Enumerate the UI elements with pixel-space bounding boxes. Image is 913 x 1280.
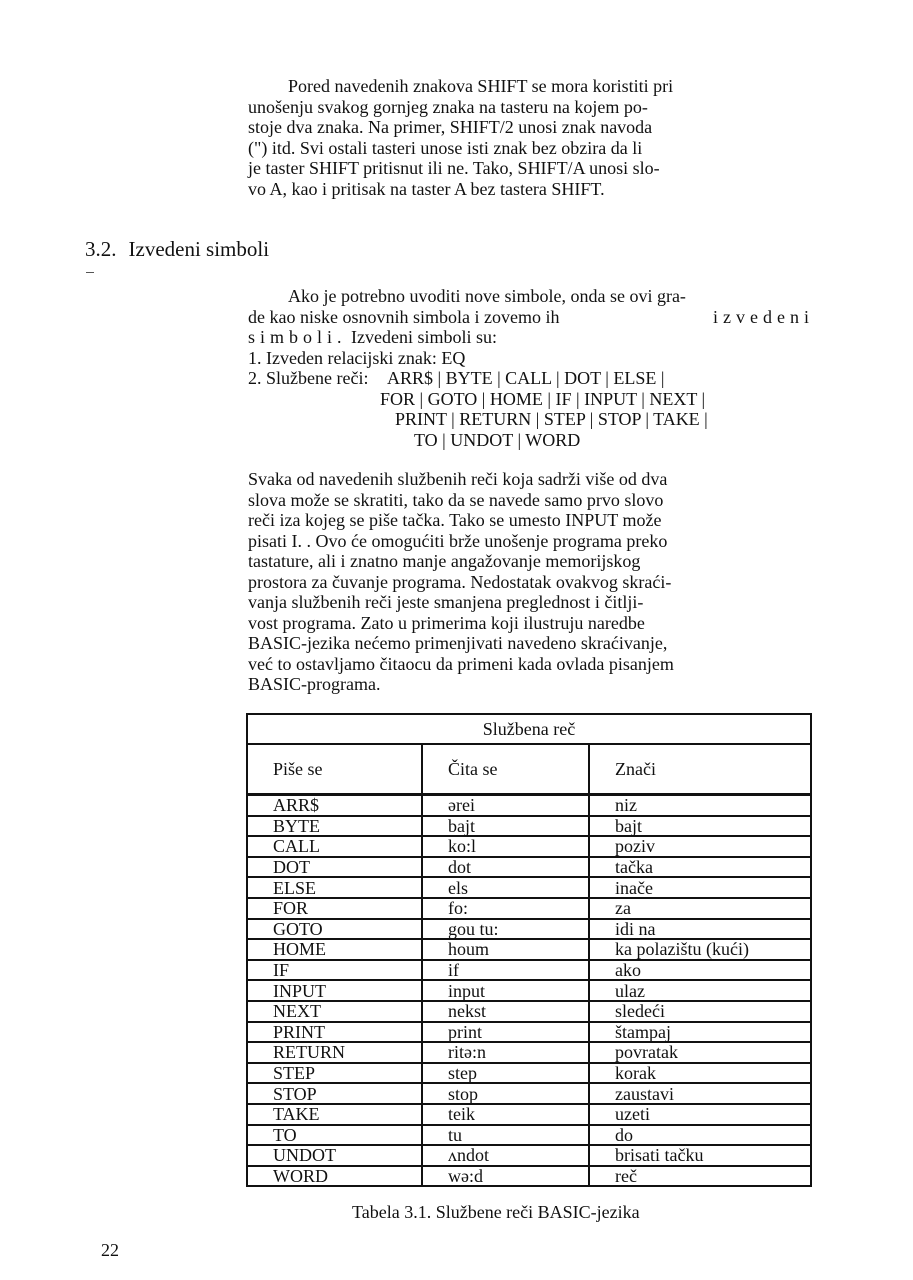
intro-line: (") itd. Svi ostali tasteri unose isti znak bez obzira da li xyxy=(248,137,643,158)
table-row xyxy=(247,857,811,878)
derived-line-text: de kao niske osnovnih simbola i zovemo ih xyxy=(248,306,560,327)
abbrev-line: vost programa. Zato u primerima koji ilustruju naredbe xyxy=(248,612,645,633)
keywords-table xyxy=(246,713,812,1187)
cell-written: UNDOT xyxy=(247,1145,422,1166)
cell-meaning: do xyxy=(589,1125,811,1146)
section-heading xyxy=(85,237,269,261)
column-header-written: Piše se xyxy=(247,744,422,795)
cell-meaning: sledeći xyxy=(589,1001,811,1022)
cell-written: RETURN xyxy=(247,1042,422,1063)
table-row xyxy=(247,919,811,940)
table-caption: Službena reč xyxy=(247,714,811,744)
abbrev-line: slova može se skratiti, tako da se navede samo prvo slovo xyxy=(248,489,664,510)
table-row xyxy=(247,877,811,898)
abbrev-line: BASIC-programa. xyxy=(248,674,381,694)
cell-pronounced: stop xyxy=(422,1083,589,1104)
intro-paragraph xyxy=(248,76,814,199)
abbreviation-paragraph xyxy=(248,469,814,695)
table-row xyxy=(247,960,811,981)
cell-written: TAKE xyxy=(247,1104,422,1125)
cell-meaning: poziv xyxy=(589,836,811,857)
cell-meaning: idi na xyxy=(589,919,811,940)
cell-meaning: brisati tačku xyxy=(589,1145,811,1166)
cell-pronounced: if xyxy=(422,960,589,981)
cell-pronounced: ʌndot xyxy=(422,1145,589,1166)
cell-written: ARR$ xyxy=(247,795,422,816)
keywords-line: TO | UNDOT | WORD xyxy=(414,429,581,450)
cell-pronounced: ərei xyxy=(422,795,589,816)
table-row xyxy=(247,980,811,1001)
abbrev-line: vanja službenih reči jeste smanjena preglednost i čitlji- xyxy=(248,592,644,612)
cell-meaning: uzeti xyxy=(589,1104,811,1125)
derived-line xyxy=(248,307,814,328)
cell-meaning: bajt xyxy=(589,816,811,837)
cell-meaning: reč xyxy=(589,1166,811,1187)
table-body xyxy=(247,795,811,1187)
section-number: 3.2. xyxy=(85,237,117,261)
table-row xyxy=(247,898,811,919)
derived-line-text: Izvedeni simboli su: xyxy=(346,327,497,347)
table-row xyxy=(247,1001,811,1022)
table-row xyxy=(247,1104,811,1125)
keywords-line: ARR$ | BYTE | CALL | DOT | ELSE | xyxy=(386,368,665,388)
cell-pronounced: gou tu: xyxy=(422,919,589,940)
cell-pronounced: fo: xyxy=(422,898,589,919)
table-row xyxy=(247,939,811,960)
derived-line xyxy=(248,327,818,348)
cell-meaning: štampaj xyxy=(589,1022,811,1043)
cell-meaning: ka polazištu (kući) xyxy=(589,939,811,960)
cell-written: IF xyxy=(247,960,422,981)
derived-term: izvedeni xyxy=(713,306,814,327)
cell-pronounced: teik xyxy=(422,1104,589,1125)
cell-pronounced: wə:d xyxy=(422,1166,589,1187)
cell-pronounced: ko:l xyxy=(422,836,589,857)
table-row xyxy=(247,1022,811,1043)
cell-pronounced: dot xyxy=(422,857,589,878)
cell-written: DOT xyxy=(247,857,422,878)
keywords-label: 2. Službene reči: xyxy=(248,368,369,388)
abbrev-line: pisati I. . Ovo će omogućiti brže unošenje programa preko xyxy=(248,530,668,551)
intro-line: Pored navedenih znakova SHIFT se mora koristiti pri xyxy=(288,76,674,96)
table-row xyxy=(247,836,811,857)
cell-pronounced: nekst xyxy=(422,1001,589,1022)
cell-written: BYTE xyxy=(247,816,422,837)
cell-pronounced: input xyxy=(422,980,589,1001)
table-row xyxy=(247,1042,811,1063)
column-header-meaning: Znači xyxy=(589,744,811,795)
cell-written: FOR xyxy=(247,898,422,919)
list-item-relational: 1. Izveden relacijski znak: EQ xyxy=(248,347,466,368)
abbrev-line: BASIC-jezika nećemo primenjivati navedeno skraćivanje, xyxy=(248,633,668,653)
intro-line: je taster SHIFT pritisnut ili ne. Tako, SHIFT/A unosi slo- xyxy=(248,158,660,178)
table-row xyxy=(247,1063,811,1084)
cell-pronounced: print xyxy=(422,1022,589,1043)
cell-pronounced: tu xyxy=(422,1125,589,1146)
cell-written: STOP xyxy=(247,1083,422,1104)
table-row xyxy=(247,816,811,837)
cell-written: TO xyxy=(247,1125,422,1146)
cell-meaning: ulaz xyxy=(589,980,811,1001)
abbrev-line: prostora za čuvanje programa. Nedostatak ovakvog skraći- xyxy=(248,571,672,592)
abbrev-line: Svaka od navedenih službenih reči koja sadrži više od dva xyxy=(248,469,668,489)
table-footer-caption: Tabela 3.1. Službene reči BASIC-jezika xyxy=(352,1202,640,1222)
derived-term: simboli. xyxy=(248,327,347,347)
abbrev-line: tastature, ali i znatno manje angažovanje memorijskog xyxy=(248,551,641,571)
cell-pronounced: els xyxy=(422,877,589,898)
intro-line: stoje dva znaka. Na primer, SHIFT/2 unosi znak navoda xyxy=(248,117,653,137)
cell-written: GOTO xyxy=(247,919,422,940)
cell-written: NEXT xyxy=(247,1001,422,1022)
derived-symbols-block xyxy=(248,286,818,450)
section-title: Izvedeni simboli xyxy=(128,237,270,261)
table-row xyxy=(247,1083,811,1104)
cell-meaning: povratak xyxy=(589,1042,811,1063)
cell-meaning: zaustavi xyxy=(589,1083,811,1104)
cell-meaning: korak xyxy=(589,1063,811,1084)
page-number: 22 xyxy=(101,1240,119,1260)
table-row xyxy=(247,795,811,816)
intro-line: unošenju svakog gornjeg znaka na tasteru na kojem po- xyxy=(248,96,648,117)
table-header-row xyxy=(247,744,811,795)
keywords-line: FOR | GOTO | HOME | IF | INPUT | NEXT | xyxy=(380,388,706,409)
cell-written: HOME xyxy=(247,939,422,960)
cell-written: STEP xyxy=(247,1063,422,1084)
column-header-pronounced: Čita se xyxy=(422,744,589,795)
cell-pronounced: step xyxy=(422,1063,589,1084)
cell-pronounced: houm xyxy=(422,939,589,960)
cell-meaning: niz xyxy=(589,795,811,816)
derived-line: Ako je potrebno uvoditi nove simbole, onda se ovi gra- xyxy=(288,286,686,306)
margin-mark xyxy=(86,272,94,273)
list-item-keywords xyxy=(248,368,818,389)
cell-written: INPUT xyxy=(247,980,422,1001)
keywords-line: PRINT | RETURN | STEP | STOP | TAKE | xyxy=(395,409,708,429)
abbrev-line: reči iza kojeg se piše tačka. Tako se umesto INPUT može xyxy=(248,510,662,530)
intro-line: vo A, kao i pritisak na taster A bez tastera SHIFT. xyxy=(248,178,605,199)
cell-written: PRINT xyxy=(247,1022,422,1043)
cell-written: ELSE xyxy=(247,877,422,898)
cell-written: WORD xyxy=(247,1166,422,1187)
cell-meaning: tačka xyxy=(589,857,811,878)
cell-pronounced: bajt xyxy=(422,816,589,837)
cell-pronounced: ritə:n xyxy=(422,1042,589,1063)
table-row xyxy=(247,1166,811,1187)
cell-written: CALL xyxy=(247,836,422,857)
cell-meaning: ako xyxy=(589,960,811,981)
abbrev-line: već to ostavljamo čitaocu da primeni kada ovlada pisanjem xyxy=(248,653,674,674)
cell-meaning: za xyxy=(589,898,811,919)
cell-meaning: inače xyxy=(589,877,811,898)
table-row xyxy=(247,1125,811,1146)
table-row xyxy=(247,1145,811,1166)
table-caption-row xyxy=(247,714,811,744)
